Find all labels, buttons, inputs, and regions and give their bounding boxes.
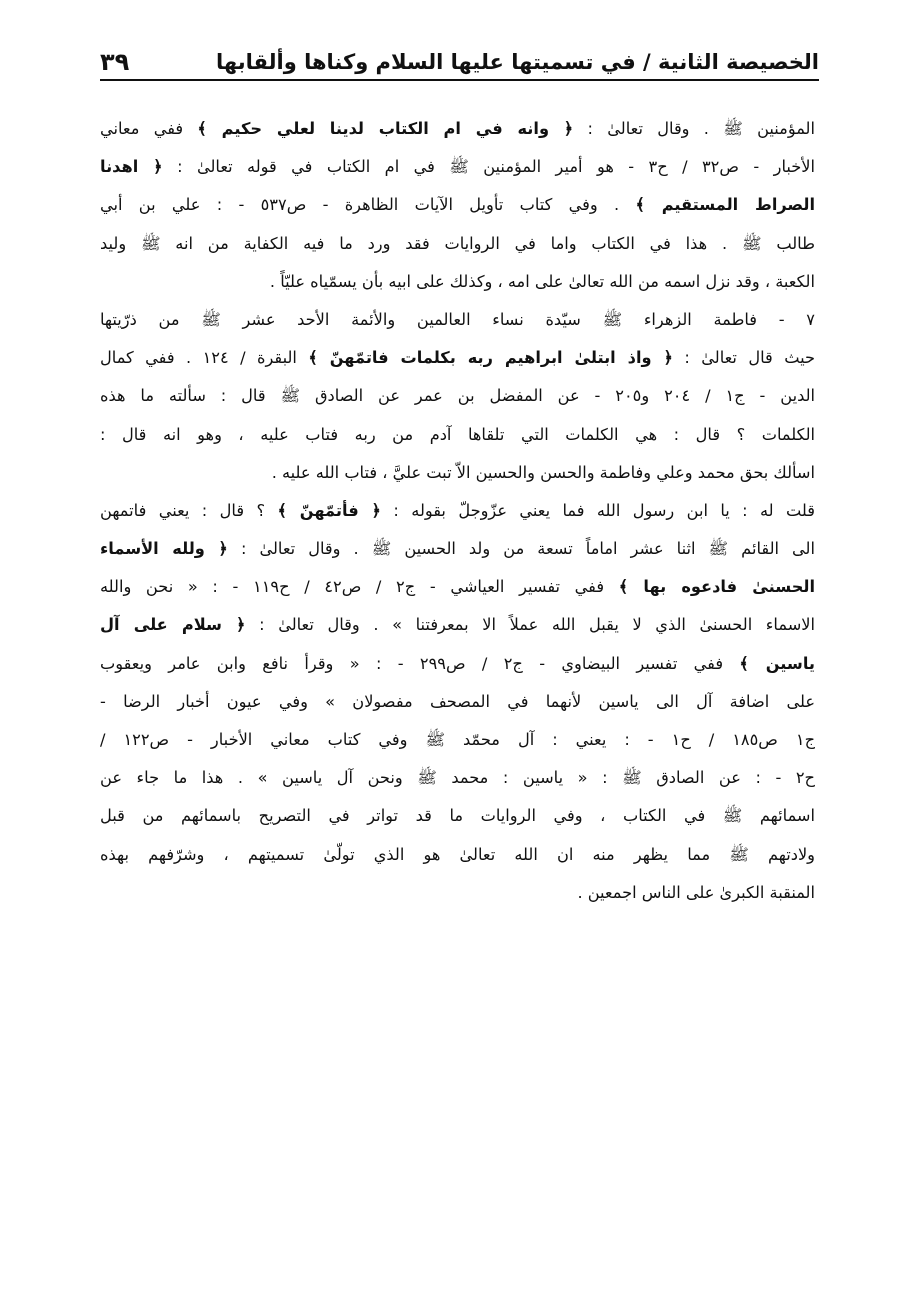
text-line [100, 301, 815, 339]
text-line [100, 836, 815, 874]
line-text: ح٢ - : عن الصادق ﷺ : « ياسين : محمد ﷺ ونحن آل ياسين » . هذا ما جاء عن [100, 768, 815, 788]
line-text: حيث قال تعالىٰ : [672, 348, 815, 368]
quran-verse-text: ﴿ واذ ابتلىٰ ابراهيم ربه بكلمات فاتمّهنّ ﴾ [308, 348, 673, 368]
text-line [100, 377, 815, 415]
line-text: ولادتهم ﷺ مما يظهر منه ان الله تعالىٰ هو الذي تولّىٰ تسميتهم ، وشرّفهم بهذه [100, 844, 815, 864]
text-line [100, 454, 815, 492]
text-line [100, 759, 815, 797]
line-text: طالب ﷺ . هذا في الكتاب واما في الروايات فقد ورد ما فيه الكفاية من انه ﷺ وليد [100, 233, 815, 253]
text-line [100, 606, 815, 644]
quran-verse-text: ﴿ ولله الأسماء [100, 539, 228, 559]
text-line [100, 225, 815, 263]
text-line [100, 148, 815, 186]
text-line [100, 339, 815, 377]
text-line [100, 797, 815, 835]
line-text: المنقبة الكبرىٰ على الناس اجمعين . [577, 882, 815, 902]
text-line [100, 416, 815, 454]
line-text: ؟ قال : يعني فاتمهن [100, 500, 278, 520]
line-text: الاسماء الحسنىٰ الذي لا يقبل الله عملاً الا بمعرفتنا » . وقال تعالىٰ : [245, 615, 815, 635]
line-text: . وفي كتاب تأويل الآيات الظاهرة - ص٥٣٧ - : علي بن أبي [100, 195, 636, 215]
line-text: المؤمنين ﷺ . وقال تعالىٰ : [573, 119, 815, 138]
header-rule [100, 79, 819, 81]
text-line [100, 492, 815, 530]
text-line [100, 110, 815, 148]
line-text: البقرة / ١٢٤ . ففي كمال [100, 348, 309, 368]
line-text: اسألك بحق محمد وعلي وفاطمة والحسن والحسين الاّ تبت عليَّ ، فتاب الله عليه . [271, 462, 815, 482]
line-text: الدين - ج١ / ٢٠٤ و٢٠٥ - عن المفضل بن عمر عن الصادق ﷺ قال : سألته ما هذه [100, 386, 815, 406]
running-title: الخصيصة الثانية / في تسميتها عليها السلام وكناها وألقابها [216, 50, 819, 74]
line-text: ففي تفسير البيضاوي - ج٢ / ص٢٩٩ - : « وقرأ نافع وابن عامر ويعقوب [100, 653, 740, 673]
quran-verse-text: ﴿ سلام على آل [100, 615, 246, 635]
line-text: ٧ - فاطمة الزهراء ﷺ سيّدة نساء العالمين والأئمة الأحد عشر ﷺ من ذرّيتها [100, 309, 815, 329]
line-text: قلت له : يا ابن رسول الله فما يعني عزّوجلّ بقوله : [381, 500, 815, 520]
line-text: الكلمات ؟ قال : هي الكلمات التي تلقاها آدم من ربه فتاب عليه ، وهو انه قال : [100, 424, 815, 444]
text-line [100, 186, 815, 224]
page-header [100, 36, 819, 76]
line-text: على اضافة آل الى ياسين لأنهما في المصحف مفصولان » وفي عيون أخبار الرضا - [100, 691, 815, 711]
line-text: الأخبار - ص٣٢ / ح٣ - هو أمير المؤمنين ﷺ في ام الكتاب في قوله تعالىٰ : [162, 157, 815, 177]
line-text: الى القائم ﷺ اثنا عشر اماماً تسعة من ولد الحسين ﷺ . وقال تعالىٰ : [227, 539, 815, 559]
page-number: ٣٩ [100, 48, 130, 76]
quran-verse-text: الحسنىٰ فادعوه بها ﴾ [618, 577, 815, 597]
quran-verse-text: ﴿ وانه في ام الكتاب لدينا لعلي حكيم ﴾ [197, 119, 574, 138]
text-line [100, 721, 815, 759]
quran-verse-text: ياسين ﴾ [739, 653, 815, 673]
line-text: ففي معاني [100, 119, 198, 138]
text-line [100, 683, 815, 721]
quran-verse-text: ﴿ اهدنا [100, 157, 163, 177]
line-text: اسمائهم ﷺ في الكتاب ، وفي الروايات ما قد تواتر في التصريح باسمائهم من قبل [100, 806, 815, 826]
line-text: الكعبة ، وقد نزل اسمه من الله تعالىٰ على امه ، وكذلك على ابيه بأن يسمّياه عليّاً . [269, 271, 815, 291]
quran-verse-text: الصراط المستقيم ﴾ [635, 195, 815, 215]
body-text [100, 110, 815, 912]
quran-verse-text: ﴿ فأتمّهنّ ﴾ [277, 500, 382, 520]
text-line [100, 530, 815, 568]
line-text: ج١ ص١٨٥ / ح١ - : يعني : آل محمّد ﷺ وفي كتاب معاني الأخبار - ص١٢٢ / [100, 730, 815, 749]
text-line [100, 568, 815, 606]
text-line [100, 263, 815, 301]
line-text: ففي تفسير العياشي - ج٢ / ص٤٢ / ح١١٩ - : « نحن والله [100, 577, 619, 597]
text-line [100, 645, 815, 683]
text-line [100, 874, 815, 912]
